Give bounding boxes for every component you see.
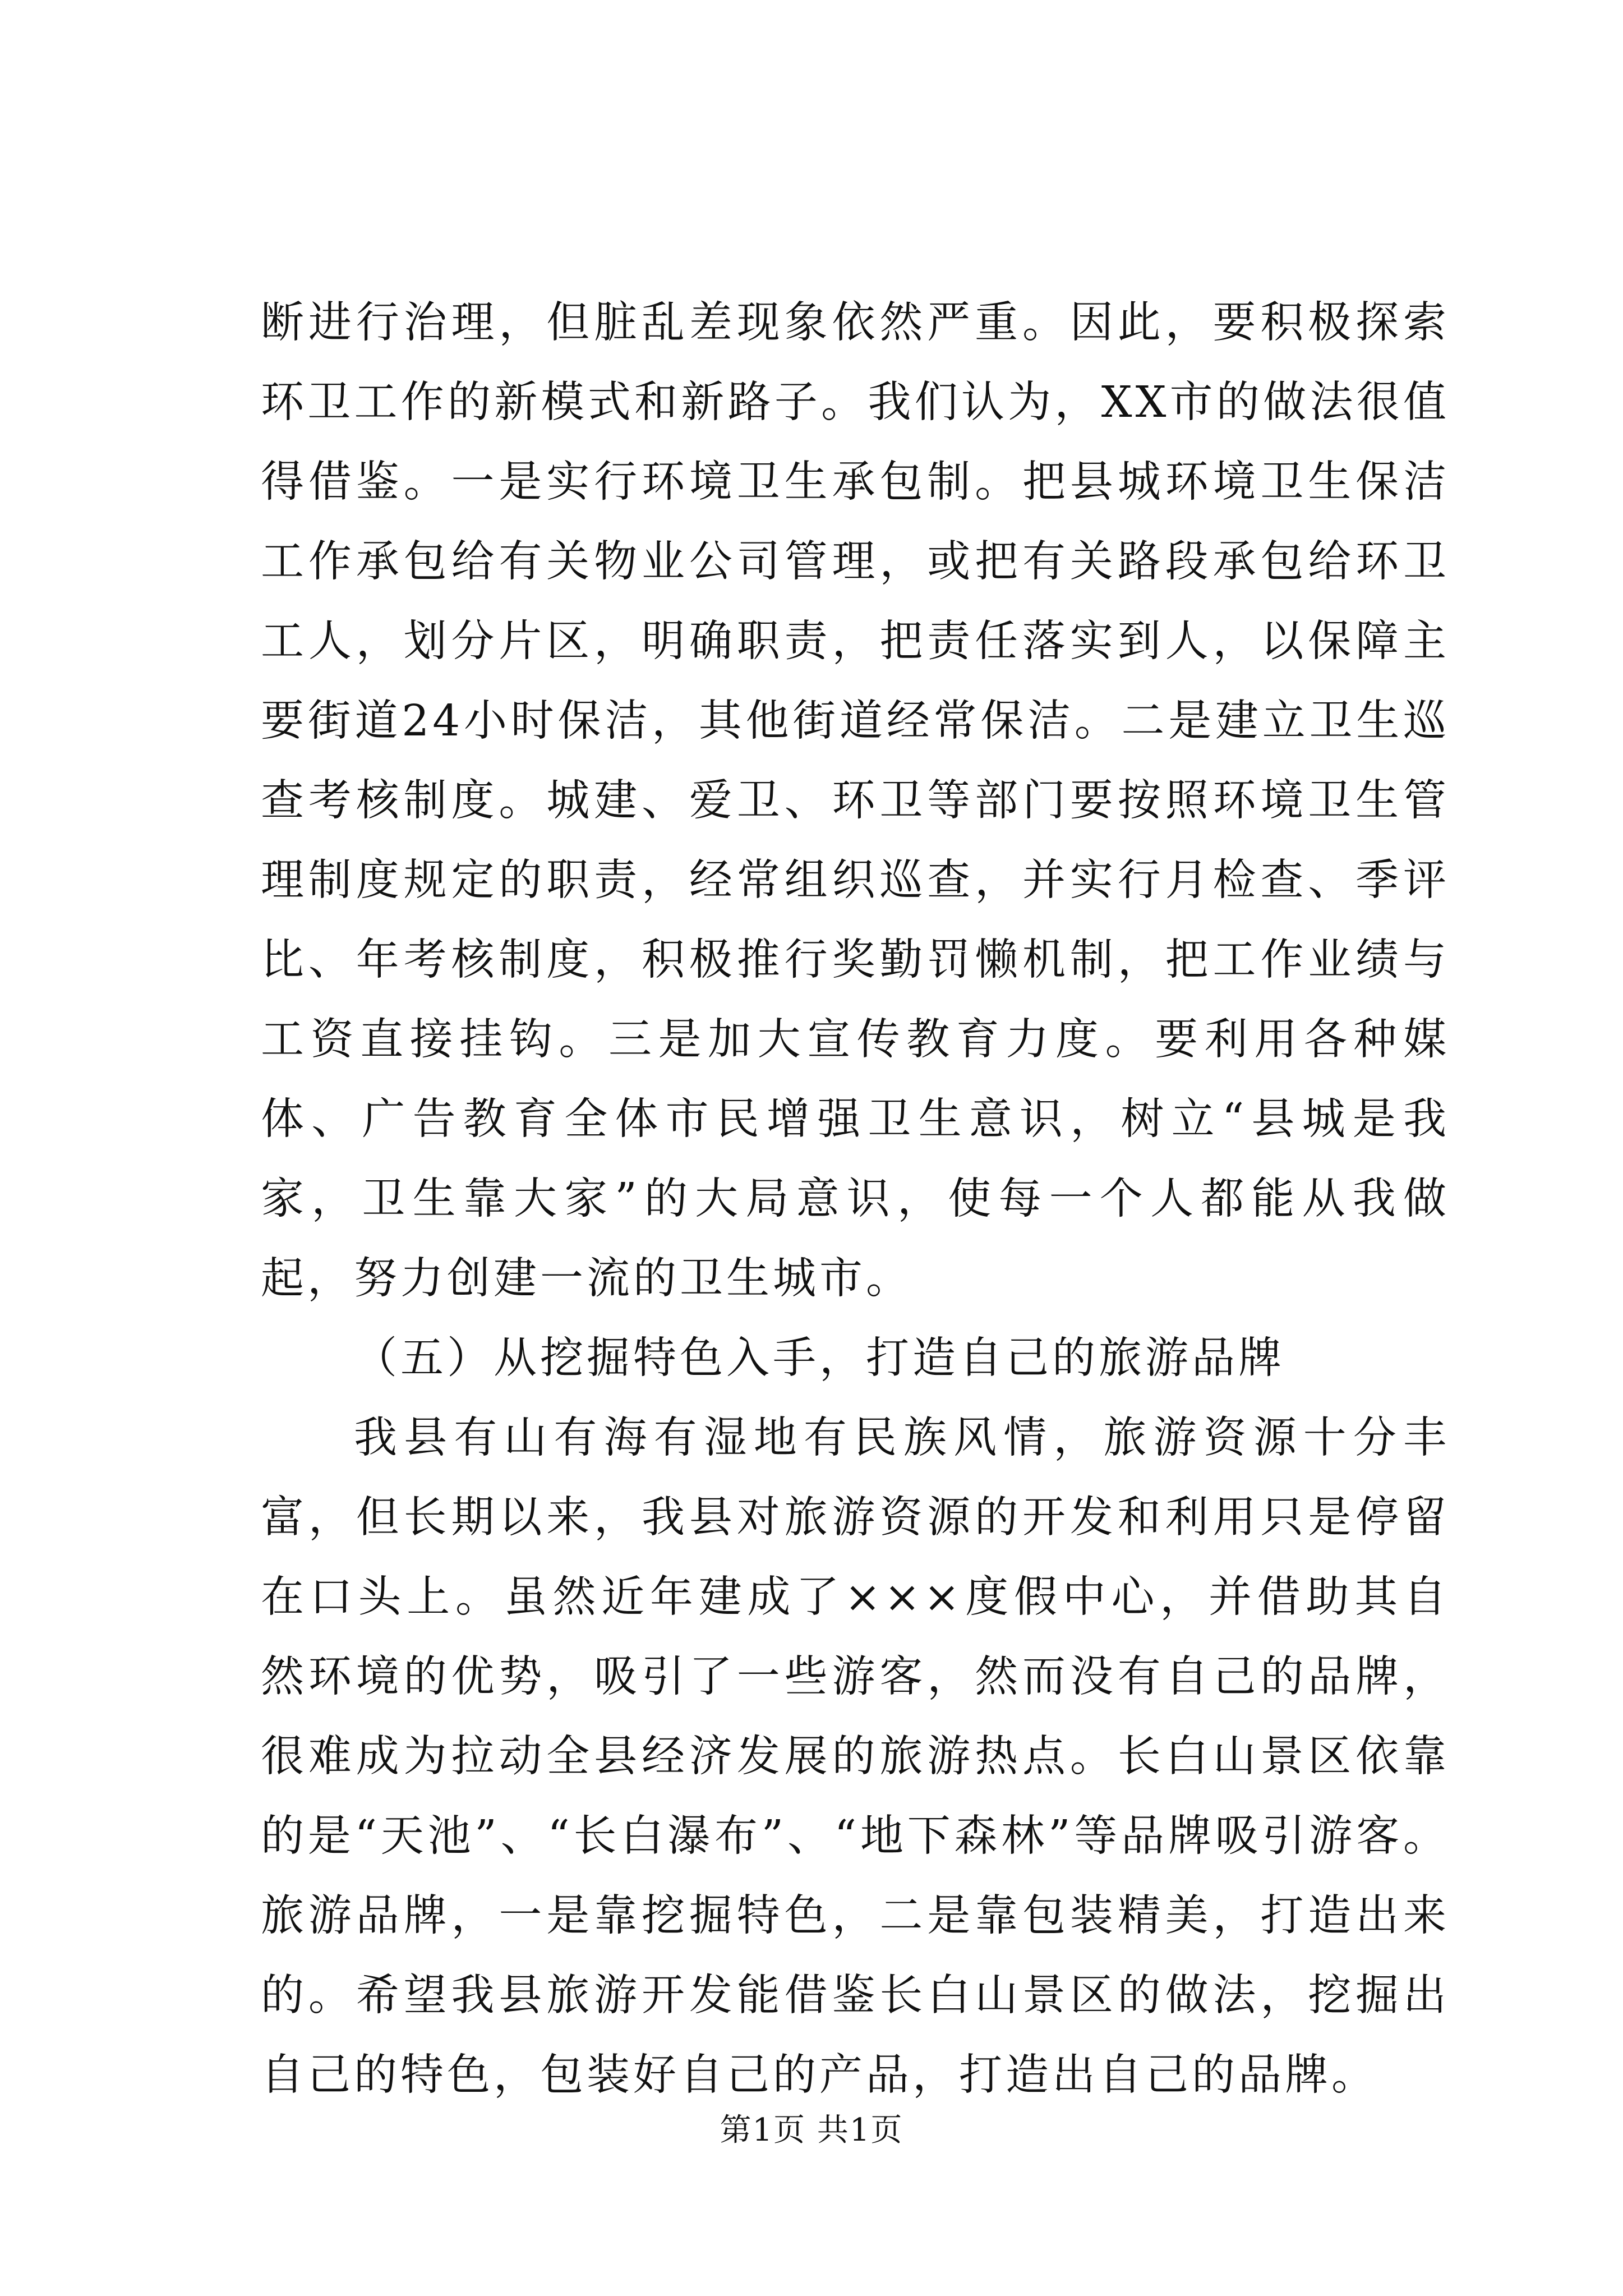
document-body [261,283,1450,2115]
page-footer: 第1页 共1页 [720,2112,903,2148]
paragraph-tourism: 我县有山有海有湿地有民族风情，旅游资源十分丰富，但长期以来，我县对旅游资源的开发和利用只是停留在口头上。虽然近年建成了×××度假中心，并借助其自然环境的优势，吸引了一些游客，然而没有自己的品牌，很难成为拉动全县经济发展的旅游热点。长白山景区依靠的是“天池”、“长白瀑布”、“地下森林”等品牌吸引游客。旅游品牌，一是靠挖掘特色，二是靠包装精美，打造出来的。希望我县旅游开发能借鉴长白山景区的做法，挖掘出自己的特色，包装好自己的产品，打造出自己的品牌。 [261,1413,1450,2100]
section-heading-tourism: （五）从挖掘特色入手，打造自己的旅游品牌 [354,1333,1285,1383]
paragraph-sanitation: 断进行治理，但脏乱差现象依然严重。因此，要积极探索环卫工作的新模式和新路子。我们认为，XX市的做法很值得借鉴。一是实行环境卫生承包制。把县城环境卫生保洁工作承包给有关物业公司管理，或把有关路段承包给环卫工人，划分片区，明确职责，把责任落实到人，以保障主要街道24小时保洁，其他街道经常保洁。二是建立卫生巡查考核制度。城建、爱卫、环卫等部门要按照环境卫生管理制度规定的职责，经常组织巡查，并实行月检查、季评比、年考核制度，积极推行奖勤罚懒机制，把工作业绩与工资直接挂钩。三是加大宣传教育力度。要利用各种媒体、广告教育全体市民增强卫生意识，树立“县城是我家，卫生靠大家”的大局意识，使每一个人都能从我做起，努力创建一流的卫生城市。 [261,298,1450,1304]
